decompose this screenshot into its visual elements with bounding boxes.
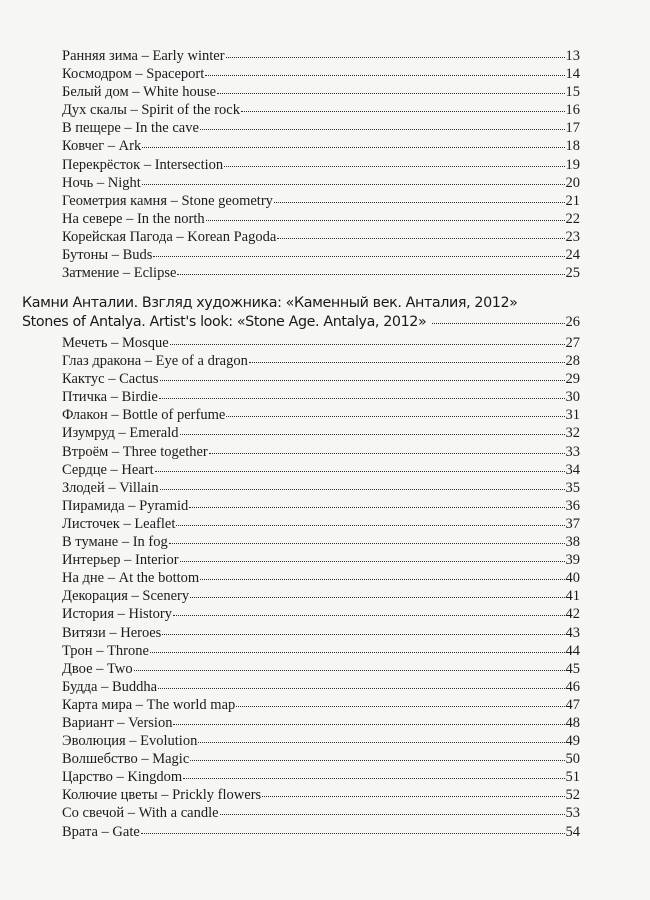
- toc-entry-title: Мечеть – Mosque: [62, 335, 169, 351]
- toc-entry-page-number: 16: [565, 102, 580, 119]
- toc-entry-title: Царство – Kingdom: [62, 769, 183, 786]
- dot-leader: [183, 777, 564, 779]
- toc-entry[interactable]: [62, 424, 580, 442]
- dot-leader: [169, 542, 565, 544]
- toc-entry[interactable]: [62, 174, 580, 192]
- section-page-number: 26: [565, 314, 580, 330]
- toc-list-part2: [62, 334, 580, 841]
- toc-entry[interactable]: [62, 461, 580, 479]
- dot-leader: [189, 506, 564, 508]
- toc-entry[interactable]: [62, 515, 580, 533]
- section-title-en-row[interactable]: [22, 313, 580, 332]
- toc-entry[interactable]: [62, 406, 580, 424]
- toc-entry-page-number: 17: [565, 120, 580, 137]
- toc-entry-page-number: 52: [565, 787, 580, 804]
- dot-leader: [200, 578, 564, 580]
- toc-entry[interactable]: [62, 551, 580, 569]
- toc-entry-page-number: 50: [565, 751, 580, 768]
- toc-entry[interactable]: [62, 750, 580, 768]
- toc-entry-page-number: 49: [565, 733, 580, 750]
- toc-entry-page-number: 14: [565, 66, 580, 83]
- dot-leader: [173, 723, 564, 725]
- toc-entry[interactable]: [62, 137, 580, 155]
- dot-leader: [206, 219, 565, 221]
- toc-entry-title: Ковчег – Ark: [62, 138, 142, 155]
- toc-entry[interactable]: [62, 569, 580, 587]
- toc-entry-page-number: 32: [565, 425, 580, 442]
- dot-leader: [177, 273, 564, 275]
- toc-entry[interactable]: [62, 192, 580, 210]
- toc-entry[interactable]: [62, 352, 580, 370]
- toc-entry-title: Птичка – Birdie: [62, 389, 158, 406]
- toc-entry[interactable]: [62, 119, 580, 137]
- toc-entry-title: Ранняя зима – Early winter: [62, 48, 225, 64]
- toc-entry[interactable]: [62, 443, 580, 461]
- toc-entry-title: Флакон – Bottle of perfume: [62, 407, 226, 424]
- toc-entry-page-number: 51: [565, 769, 580, 786]
- dot-leader: [173, 614, 565, 616]
- dot-leader: [159, 397, 565, 399]
- toc-entry[interactable]: [62, 642, 580, 660]
- toc-list-part1: [62, 47, 580, 282]
- toc-entry-title: Белый дом – White house: [62, 84, 217, 101]
- toc-entry-title: Вариант – Version: [62, 714, 173, 731]
- toc-entry-title: Врата – Gate: [62, 823, 140, 840]
- toc-entry-title: Кактус – Cactus: [62, 371, 159, 388]
- toc-entry[interactable]: [62, 264, 580, 282]
- toc-entry-page-number: 22: [565, 210, 580, 227]
- toc-entry-title: Интерьер – Interior: [62, 552, 179, 569]
- dot-leader: [142, 146, 564, 148]
- toc-entry-page-number: 47: [565, 696, 580, 713]
- toc-entry-title: Будда – Buddha: [62, 678, 158, 695]
- dot-leader: [158, 687, 564, 689]
- toc-entry-page-number: 33: [565, 443, 580, 460]
- toc-entry-page-number: 40: [565, 570, 580, 587]
- toc-entry-title: В тумане – In fog: [62, 534, 168, 551]
- dot-leader: [224, 165, 564, 167]
- dot-leader: [262, 795, 564, 797]
- toc-entry[interactable]: [62, 65, 580, 83]
- toc-entry-title: Пирамида – Pyramid: [62, 497, 189, 514]
- toc-entry[interactable]: [62, 714, 580, 732]
- toc-entry[interactable]: [62, 246, 580, 264]
- toc-entry-page-number: 20: [565, 174, 580, 191]
- dot-leader: [209, 452, 565, 454]
- dot-leader: [205, 74, 564, 76]
- toc-entry-page-number: 19: [565, 156, 580, 173]
- dot-leader: [180, 560, 565, 562]
- dot-leader: [180, 433, 565, 435]
- toc-entry-page-number: 24: [565, 247, 580, 264]
- dot-leader: [142, 183, 565, 185]
- toc-entry[interactable]: [62, 696, 580, 714]
- toc-entry-title: Листочек – Leaflet: [62, 515, 176, 532]
- toc-entry-title: В пещере – In the cave: [62, 120, 199, 137]
- toc-entry-page-number: 45: [565, 660, 580, 677]
- dot-leader: [190, 759, 564, 761]
- dot-leader: [176, 524, 564, 526]
- toc-entry-page-number: 44: [565, 642, 580, 659]
- toc-entry-title: Бутоны – Buds: [62, 247, 153, 264]
- toc-entry-title: Затмение – Eclipse: [62, 265, 177, 282]
- dot-leader: [141, 832, 565, 834]
- toc-entry-page-number: 38: [565, 534, 580, 551]
- toc-entry-page-number: 31: [565, 407, 580, 424]
- toc-entry-title: Витязи – Heroes: [62, 624, 162, 641]
- toc-entry[interactable]: [62, 156, 580, 174]
- toc-entry-title: На севере – In the north: [62, 210, 205, 227]
- toc-entry-title: Со свечой – With a candle: [62, 805, 219, 822]
- section-title-ru: Камни Анталии. Взгляд художника: «Каменный век. Анталия, 2012»: [22, 295, 518, 311]
- toc-entry-page-number: 41: [565, 588, 580, 605]
- dot-leader: [200, 128, 565, 130]
- toc-entry-page-number: 29: [565, 371, 580, 388]
- toc-entry-page-number: 25: [565, 265, 580, 282]
- toc-entry-page-number: 27: [565, 335, 580, 351]
- toc-entry-page-number: 18: [565, 138, 580, 155]
- toc-entry[interactable]: [62, 786, 580, 804]
- toc-entry[interactable]: [62, 624, 580, 642]
- toc-entry[interactable]: [62, 497, 580, 515]
- toc-entry[interactable]: [62, 823, 580, 841]
- toc-entry[interactable]: [62, 210, 580, 228]
- dot-leader: [220, 813, 565, 815]
- toc-entry[interactable]: [62, 587, 580, 605]
- toc-entry[interactable]: [62, 83, 580, 101]
- section-title-en: Stones of Antalya. Artist's look: «Stone Age. Antalya, 2012»: [22, 314, 427, 330]
- toc-entry-title: На дне – At the bottom: [62, 570, 200, 587]
- toc-entry[interactable]: [62, 228, 580, 246]
- toc-entry-page-number: 39: [565, 552, 580, 569]
- toc-entry-title: История – History: [62, 606, 172, 623]
- dot-leader: [190, 596, 564, 598]
- toc-entry-page-number: 35: [565, 479, 580, 496]
- toc-entry-page-number: 23: [565, 228, 580, 245]
- toc-entry-title: Корейская Пагода – Korean Pagoda: [62, 228, 277, 245]
- toc-entry[interactable]: [62, 47, 580, 65]
- toc-entry[interactable]: [62, 660, 580, 678]
- toc-entry-page-number: 54: [565, 823, 580, 840]
- toc-entry-title: Сердце – Heart: [62, 461, 154, 478]
- dot-leader: [155, 470, 565, 472]
- toc-entry-title: Колючие цветы – Prickly flowers: [62, 787, 262, 804]
- dot-leader: [150, 651, 565, 653]
- toc-entry-title: Декорация – Scenery: [62, 588, 190, 605]
- dot-leader: [153, 255, 564, 257]
- toc-entry[interactable]: [62, 101, 580, 119]
- toc-section-heading: [22, 294, 580, 332]
- toc-entry-page-number: 42: [565, 606, 580, 623]
- dot-leader: [241, 110, 565, 112]
- toc-entry-page-number: 30: [565, 389, 580, 406]
- dot-leader: [226, 56, 565, 58]
- dot-leader: [160, 379, 565, 381]
- dot-leader: [274, 201, 565, 203]
- dot-leader: [236, 705, 564, 707]
- toc-entry[interactable]: [62, 479, 580, 497]
- dot-leader: [160, 488, 565, 490]
- toc-entry-title: Геометрия камня – Stone geometry: [62, 192, 273, 209]
- dot-leader: [134, 669, 565, 671]
- toc-entry-title: Космодром – Spaceport: [62, 66, 205, 83]
- toc-entry-page-number: 36: [565, 497, 580, 514]
- dot-leader: [432, 322, 564, 324]
- toc-entry-title: Втроём – Three together: [62, 443, 208, 460]
- toc-entry[interactable]: [62, 804, 580, 822]
- toc-entry-title: Эволюция – Evolution: [62, 733, 198, 750]
- toc-entry-page-number: 34: [565, 461, 580, 478]
- toc-entry-title: Волшебство – Magic: [62, 751, 190, 768]
- dot-leader: [198, 741, 564, 743]
- toc-entry-title: Ночь – Night: [62, 174, 141, 191]
- toc-entry-title: Карта мира – The world map: [62, 696, 236, 713]
- toc-entry-title: Глаз дракона – Eye of a dragon: [62, 353, 248, 370]
- toc-entry[interactable]: [62, 388, 580, 406]
- dot-leader: [170, 343, 565, 345]
- toc-entry-page-number: 21: [565, 192, 580, 209]
- toc-entry[interactable]: [62, 768, 580, 786]
- toc-entry-page-number: 28: [565, 353, 580, 370]
- toc-entry[interactable]: [62, 370, 580, 388]
- toc-entry[interactable]: [62, 334, 580, 352]
- toc-entry-title: Дух скалы – Spirit of the rock: [62, 102, 240, 119]
- toc-entry-title: Двое – Two: [62, 660, 133, 677]
- toc-entry-title: Изумруд – Emerald: [62, 425, 179, 442]
- toc-entry-title: Перекрёсток – Intersection: [62, 156, 224, 173]
- dot-leader: [277, 237, 564, 239]
- toc-entry-page-number: 46: [565, 678, 580, 695]
- toc-entry-page-number: 13: [565, 48, 580, 64]
- toc-entry-page-number: 43: [565, 624, 580, 641]
- toc-entry[interactable]: [62, 732, 580, 750]
- toc-entry[interactable]: [62, 533, 580, 551]
- toc-entry-page-number: 15: [565, 84, 580, 101]
- toc-entry-page-number: 53: [565, 805, 580, 822]
- toc-entry[interactable]: [62, 605, 580, 623]
- dot-leader: [249, 361, 565, 363]
- dot-leader: [217, 92, 564, 94]
- toc-entry[interactable]: [62, 678, 580, 696]
- toc-entry-title: Злодей – Villain: [62, 479, 159, 496]
- toc-entry-page-number: 48: [565, 714, 580, 731]
- toc-entry-title: Трон – Throne: [62, 642, 149, 659]
- dot-leader: [162, 633, 564, 635]
- dot-leader: [226, 415, 564, 417]
- toc-entry-page-number: 37: [565, 515, 580, 532]
